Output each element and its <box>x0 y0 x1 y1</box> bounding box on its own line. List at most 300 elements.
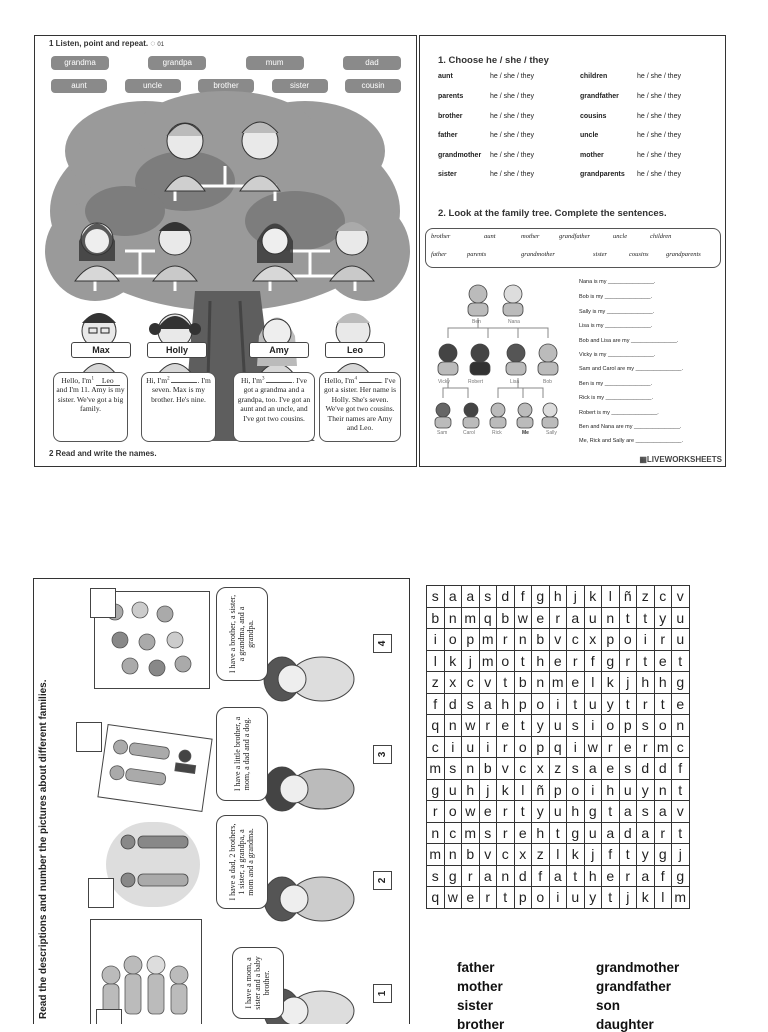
grid-letter-cell[interactable]: o <box>532 887 550 909</box>
grid-letter-cell[interactable]: y <box>532 801 550 823</box>
grid-letter-cell[interactable]: b <box>462 844 480 866</box>
grid-letter-cell[interactable]: i <box>549 693 567 715</box>
grid-letter-cell[interactable]: s <box>444 758 462 780</box>
grid-letter-cell[interactable]: u <box>567 887 585 909</box>
grid-letter-cell[interactable]: i <box>427 629 445 651</box>
grid-letter-cell[interactable]: h <box>549 586 567 608</box>
grid-letter-cell[interactable]: n <box>654 779 672 801</box>
grid-letter-cell[interactable]: t <box>497 887 515 909</box>
speech-bubble-1: I have a mom, a sister and a baby brother. <box>232 947 284 1019</box>
grid-letter-cell[interactable]: i <box>479 736 497 758</box>
grid-letter-cell[interactable]: j <box>619 887 637 909</box>
grid-letter-cell[interactable]: e <box>567 672 585 694</box>
grid-letter-cell[interactable]: k <box>637 887 655 909</box>
grid-letter-cell[interactable]: j <box>479 779 497 801</box>
answer-box[interactable] <box>90 588 116 618</box>
grid-letter-cell[interactable]: t <box>654 693 672 715</box>
word-bank-item: parents <box>467 251 487 258</box>
grid-letter-cell[interactable]: r <box>549 607 567 629</box>
grid-letter-cell[interactable]: y <box>654 607 672 629</box>
grid-letter-cell[interactable]: n <box>672 715 690 737</box>
grid-letter-cell[interactable]: w <box>584 736 602 758</box>
grid-letter-cell[interactable]: f <box>584 650 602 672</box>
grid-letter-cell[interactable]: a <box>619 801 637 823</box>
grid-letter-cell[interactable]: n <box>514 629 532 651</box>
grid-letter-cell[interactable]: a <box>654 801 672 823</box>
grid-letter-cell[interactable]: e <box>672 693 690 715</box>
word-chip[interactable]: grandma <box>51 56 109 70</box>
grid-letter-cell[interactable]: y <box>602 693 620 715</box>
grid-letter-cell[interactable]: l <box>427 650 445 672</box>
grid-letter-cell[interactable]: v <box>672 586 690 608</box>
choice-option[interactable]: he / she / they <box>490 113 534 120</box>
exercise-2-heading: 2. Look at the family tree. Complete the sentences. <box>438 208 667 219</box>
grid-letter-cell[interactable]: f <box>602 844 620 866</box>
blank-field[interactable]: _______________. <box>635 366 683 372</box>
grid-letter-cell[interactable]: e <box>497 715 515 737</box>
grid-letter-cell[interactable]: o <box>602 715 620 737</box>
grid-letter-cell[interactable]: e <box>532 607 550 629</box>
blank-field[interactable]: _______________. <box>611 410 659 416</box>
picture-number-4: 4 <box>373 634 392 653</box>
grid-letter-cell[interactable]: d <box>619 822 637 844</box>
grid-letter-cell[interactable]: r <box>497 822 515 844</box>
grid-letter-cell[interactable]: r <box>619 650 637 672</box>
grid-letter-cell[interactable]: s <box>462 693 480 715</box>
grid-letter-cell[interactable]: j <box>672 844 690 866</box>
grid-letter-cell[interactable]: r <box>654 629 672 651</box>
grid-letter-cell[interactable]: v <box>497 758 515 780</box>
grid-letter-cell[interactable]: p <box>602 629 620 651</box>
grid-letter-cell[interactable]: m <box>479 650 497 672</box>
grid-letter-cell[interactable]: u <box>672 607 690 629</box>
grid-letter-cell[interactable]: f <box>672 758 690 780</box>
grid-letter-cell[interactable]: p <box>514 693 532 715</box>
grid-letter-cell[interactable]: x <box>444 672 462 694</box>
grid-letter-cell[interactable]: u <box>584 822 602 844</box>
grid-letter-cell[interactable]: r <box>497 629 515 651</box>
grid-letter-cell[interactable]: z <box>637 586 655 608</box>
grid-letter-cell[interactable]: l <box>584 672 602 694</box>
grid-letter-cell[interactable]: t <box>514 801 532 823</box>
grid-letter-cell[interactable]: e <box>602 758 620 780</box>
grid-letter-cell[interactable]: x <box>584 629 602 651</box>
blank-field[interactable]: _______________. <box>604 323 653 329</box>
grid-letter-cell[interactable]: a <box>637 865 655 887</box>
grid-letter-cell[interactable]: m <box>427 844 445 866</box>
grid-letter-cell[interactable]: n <box>444 715 462 737</box>
grid-letter-cell[interactable]: v <box>479 844 497 866</box>
grid-letter-cell[interactable]: z <box>532 844 550 866</box>
grid-letter-cell[interactable]: m <box>462 607 480 629</box>
grid-letter-cell[interactable]: a <box>584 758 602 780</box>
word-bank-item: children <box>650 233 672 240</box>
grid-letter-cell[interactable]: i <box>549 887 567 909</box>
word-bank-item: brother <box>431 233 451 240</box>
grid-letter-cell[interactable]: o <box>619 629 637 651</box>
blank-field[interactable]: _______________. <box>635 438 683 444</box>
grid-letter-cell[interactable]: g <box>427 779 445 801</box>
word-chip[interactable]: sister <box>272 79 328 93</box>
grid-letter-cell[interactable]: e <box>602 865 620 887</box>
grid-letter-cell[interactable]: u <box>549 715 567 737</box>
grid-letter-cell[interactable]: b <box>532 629 550 651</box>
grid-letter-cell[interactable]: c <box>672 736 690 758</box>
grid-letter-cell[interactable]: c <box>497 844 515 866</box>
grid-letter-cell[interactable]: s <box>637 801 655 823</box>
grid-letter-cell[interactable]: a <box>567 607 585 629</box>
grid-letter-cell[interactable]: m <box>654 736 672 758</box>
grid-letter-cell[interactable]: b <box>514 672 532 694</box>
answer-box[interactable] <box>96 1009 122 1024</box>
grid-letter-cell[interactable]: k <box>444 650 462 672</box>
grid-letter-cell[interactable]: t <box>672 822 690 844</box>
blank-field[interactable]: _______________. <box>607 352 656 358</box>
grid-letter-cell[interactable]: l <box>514 779 532 801</box>
grid-row <box>427 650 690 672</box>
grid-letter-cell[interactable]: s <box>479 586 497 608</box>
grid-letter-cell[interactable]: e <box>479 801 497 823</box>
grid-letter-cell[interactable]: y <box>637 779 655 801</box>
grid-letter-cell[interactable]: n <box>462 758 480 780</box>
grid-letter-cell[interactable]: i <box>584 715 602 737</box>
grid-letter-cell[interactable]: r <box>479 887 497 909</box>
speech-bubble-4: I have a brother, a sister, a grandma, and a grandpa. <box>216 587 268 681</box>
grid-letter-cell[interactable]: h <box>532 822 550 844</box>
grid-letter-cell[interactable]: u <box>619 779 637 801</box>
grid-letter-cell[interactable]: v <box>479 672 497 694</box>
grid-letter-cell[interactable]: a <box>637 822 655 844</box>
grid-letter-cell[interactable]: j <box>567 586 585 608</box>
grid-row <box>427 822 690 844</box>
choice-option[interactable]: he / she / they <box>490 152 534 159</box>
grid-letter-cell[interactable]: r <box>567 650 585 672</box>
grid-letter-cell[interactable]: f <box>532 865 550 887</box>
grid-letter-cell[interactable]: h <box>584 865 602 887</box>
grid-letter-cell[interactable]: ñ <box>532 779 550 801</box>
grid-letter-cell[interactable]: s <box>427 865 445 887</box>
grid-letter-cell[interactable]: s <box>619 758 637 780</box>
answer-field[interactable] <box>359 382 381 383</box>
grid-letter-cell[interactable]: g <box>672 865 690 887</box>
choice-option[interactable]: he / she / they <box>490 73 534 80</box>
grid-letter-cell[interactable]: a <box>444 586 462 608</box>
grid-row <box>427 607 690 629</box>
grid-letter-cell[interactable]: g <box>532 586 550 608</box>
grid-letter-cell[interactable]: e <box>654 650 672 672</box>
grid-letter-cell[interactable]: t <box>567 693 585 715</box>
grid-letter-cell[interactable]: z <box>549 758 567 780</box>
grid-letter-cell[interactable]: d <box>637 758 655 780</box>
grid-letter-cell[interactable]: p <box>549 779 567 801</box>
blank-field[interactable]: _______________. <box>630 338 679 344</box>
grid-letter-cell[interactable]: g <box>567 822 585 844</box>
grid-letter-cell[interactable]: q <box>427 887 445 909</box>
grid-letter-cell[interactable]: h <box>637 672 655 694</box>
grid-letter-cell[interactable]: y <box>584 887 602 909</box>
word-chip[interactable]: grandpa <box>148 56 206 70</box>
choice-option[interactable]: he / she / they <box>637 152 681 159</box>
grid-letter-cell[interactable]: h <box>462 779 480 801</box>
grid-letter-cell[interactable]: s <box>567 715 585 737</box>
grid-letter-cell[interactable]: t <box>619 607 637 629</box>
grid-letter-cell[interactable]: t <box>602 801 620 823</box>
choice-option[interactable]: he / she / they <box>637 73 681 80</box>
grid-letter-cell[interactable]: o <box>514 736 532 758</box>
word-search-grid <box>426 585 690 909</box>
grid-letter-cell[interactable]: g <box>654 844 672 866</box>
grid-letter-cell[interactable]: k <box>567 844 585 866</box>
choice-option[interactable]: he / she / they <box>490 171 534 178</box>
grid-letter-cell[interactable]: t <box>497 672 515 694</box>
grid-letter-cell[interactable]: y <box>637 844 655 866</box>
answer-box[interactable] <box>88 878 114 908</box>
grid-letter-cell[interactable]: o <box>567 779 585 801</box>
grid-letter-cell[interactable]: k <box>584 586 602 608</box>
grid-letter-cell[interactable]: u <box>584 607 602 629</box>
grid-letter-cell[interactable]: a <box>462 586 480 608</box>
word-bank-item: grandparents <box>666 251 701 258</box>
answer-field[interactable] <box>171 382 197 383</box>
grid-letter-cell[interactable]: s <box>427 586 445 608</box>
grid-letter-cell[interactable]: f <box>514 586 532 608</box>
grid-letter-cell[interactable]: g <box>672 672 690 694</box>
grid-letter-cell[interactable]: w <box>514 607 532 629</box>
grid-letter-cell[interactable]: h <box>654 672 672 694</box>
grid-letter-cell[interactable]: f <box>654 865 672 887</box>
choice-option[interactable]: he / she / they <box>490 93 534 100</box>
grid-letter-cell[interactable]: v <box>672 801 690 823</box>
grid-letter-cell[interactable]: h <box>602 779 620 801</box>
grid-letter-cell[interactable]: d <box>444 693 462 715</box>
grid-letter-cell[interactable]: c <box>462 672 480 694</box>
grid-letter-cell[interactable]: u <box>584 693 602 715</box>
choice-option[interactable]: he / she / they <box>637 113 681 120</box>
grid-letter-cell[interactable]: u <box>444 779 462 801</box>
grid-letter-cell[interactable]: n <box>444 844 462 866</box>
grid-letter-cell[interactable]: w <box>462 715 480 737</box>
grid-letter-cell[interactable]: q <box>427 715 445 737</box>
grid-letter-cell[interactable]: v <box>549 629 567 651</box>
descriptions-panel <box>33 578 410 1024</box>
exercise-1-title: 1 Listen, point and repeat. ◌ 01 <box>49 39 165 48</box>
name-tag-max: Max <box>71 342 131 358</box>
grid-letter-cell[interactable]: i <box>637 629 655 651</box>
grid-letter-cell[interactable]: w <box>444 887 462 909</box>
liveworksheets-logo-icon: ▦ <box>639 455 647 464</box>
grid-letter-cell[interactable]: e <box>619 736 637 758</box>
grid-letter-cell[interactable]: u <box>672 629 690 651</box>
grid-letter-cell[interactable]: f <box>427 693 445 715</box>
grid-letter-cell[interactable]: c <box>567 629 585 651</box>
grid-letter-cell[interactable]: s <box>567 758 585 780</box>
choice-option[interactable]: he / she / they <box>637 132 681 139</box>
grid-letter-cell[interactable]: t <box>672 779 690 801</box>
grid-letter-cell[interactable]: t <box>549 822 567 844</box>
word-chip[interactable]: uncle <box>125 79 181 93</box>
grid-row <box>427 779 690 801</box>
grid-letter-cell[interactable]: i <box>444 736 462 758</box>
grid-letter-cell[interactable]: t <box>602 887 620 909</box>
grid-letter-cell[interactable]: i <box>567 736 585 758</box>
grid-letter-cell[interactable]: s <box>637 715 655 737</box>
grid-letter-cell[interactable]: r <box>602 736 620 758</box>
grid-letter-cell[interactable]: a <box>549 865 567 887</box>
blank-field[interactable]: _______________. <box>604 381 653 387</box>
grid-letter-cell[interactable]: e <box>462 887 480 909</box>
grid-letter-cell[interactable]: t <box>514 650 532 672</box>
grid-letter-cell[interactable]: l <box>602 586 620 608</box>
answer-box[interactable] <box>76 722 102 752</box>
grid-letter-cell[interactable]: r <box>637 736 655 758</box>
grid-letter-cell[interactable]: h <box>567 801 585 823</box>
grid-letter-cell[interactable]: t <box>637 607 655 629</box>
grid-letter-cell[interactable]: b <box>497 607 515 629</box>
grid-letter-cell[interactable]: m <box>462 822 480 844</box>
grid-letter-cell[interactable]: p <box>514 887 532 909</box>
grid-letter-cell[interactable]: d <box>514 865 532 887</box>
grid-letter-cell[interactable]: o <box>444 629 462 651</box>
grid-letter-cell[interactable]: x <box>532 758 550 780</box>
grid-letter-cell[interactable]: c <box>514 758 532 780</box>
word-bank-box <box>425 228 721 268</box>
grid-letter-cell[interactable]: r <box>654 822 672 844</box>
blank-field[interactable]: _______________. <box>606 309 655 315</box>
grid-letter-cell[interactable]: u <box>462 736 480 758</box>
grid-row <box>427 715 690 737</box>
word-bank-item: aunt <box>484 233 496 240</box>
grid-letter-cell[interactable]: t <box>567 865 585 887</box>
grid-letter-cell[interactable]: m <box>549 672 567 694</box>
grid-letter-cell[interactable]: q <box>549 736 567 758</box>
grid-letter-cell[interactable]: j <box>462 650 480 672</box>
grid-letter-cell[interactable]: t <box>672 650 690 672</box>
grid-letter-cell[interactable]: p <box>532 736 550 758</box>
word-list-item: son <box>596 998 621 1013</box>
grid-letter-cell[interactable]: y <box>532 715 550 737</box>
blank-field[interactable]: _______________. <box>608 279 656 285</box>
grid-letter-cell[interactable]: d <box>654 758 672 780</box>
grid-letter-cell[interactable]: r <box>462 865 480 887</box>
grid-letter-cell[interactable]: x <box>514 844 532 866</box>
grid-letter-cell[interactable]: o <box>654 715 672 737</box>
grid-letter-cell[interactable]: o <box>497 650 515 672</box>
speech-bubble-2: Hi, $I'm^2$ . I'm seven. Max is my brother. He's nine. <box>141 372 216 442</box>
grid-letter-cell[interactable]: a <box>479 693 497 715</box>
grid-letter-cell[interactable]: b <box>479 758 497 780</box>
grid-letter-cell[interactable]: t <box>637 650 655 672</box>
grid-letter-cell[interactable]: m <box>479 629 497 651</box>
answer-field[interactable]: Leo <box>96 376 120 386</box>
family-photo-2 <box>97 724 212 812</box>
grid-letter-cell[interactable]: g <box>444 865 462 887</box>
grid-letter-cell[interactable]: d <box>497 586 515 608</box>
grid-letter-cell[interactable]: l <box>549 844 567 866</box>
grid-letter-cell[interactable]: z <box>427 672 445 694</box>
grid-letter-cell[interactable]: t <box>619 844 637 866</box>
blank-field[interactable]: _______________. <box>634 424 682 430</box>
grid-letter-cell[interactable]: ñ <box>619 586 637 608</box>
grid-letter-cell[interactable]: u <box>549 801 567 823</box>
picture-number-3: 3 <box>373 745 392 764</box>
grid-letter-cell[interactable]: c <box>654 586 672 608</box>
grid-letter-cell[interactable]: k <box>602 672 620 694</box>
grid-letter-cell[interactable]: e <box>514 822 532 844</box>
grid-letter-cell[interactable]: a <box>602 822 620 844</box>
grid-letter-cell[interactable]: q <box>479 607 497 629</box>
grid-letter-cell[interactable]: j <box>619 672 637 694</box>
grid-letter-cell[interactable]: n <box>427 822 445 844</box>
grid-letter-cell[interactable]: m <box>672 887 690 909</box>
grid-letter-cell[interactable]: s <box>479 822 497 844</box>
word-bank-item: grandmother <box>521 251 555 258</box>
grid-letter-cell[interactable]: r <box>497 801 515 823</box>
word-chip[interactable]: mum <box>246 56 304 70</box>
grid-letter-cell[interactable]: h <box>532 650 550 672</box>
grid-letter-cell[interactable]: j <box>584 844 602 866</box>
blank-field[interactable]: _______________. <box>605 395 654 401</box>
word-bank-item: grandfather <box>559 233 591 240</box>
grid-letter-cell[interactable]: n <box>497 865 515 887</box>
grid-letter-cell[interactable]: o <box>444 801 462 823</box>
word-list-item: grandmother <box>596 960 680 975</box>
audio-icon[interactable]: ◌ <box>150 39 156 48</box>
grid-letter-cell[interactable]: n <box>532 672 550 694</box>
grid-letter-cell[interactable]: i <box>584 779 602 801</box>
grid-letter-cell[interactable]: t <box>514 715 532 737</box>
grid-row <box>427 629 690 651</box>
grid-letter-cell[interactable]: k <box>497 779 515 801</box>
grid-letter-cell[interactable]: b <box>427 607 445 629</box>
grid-letter-cell[interactable]: c <box>444 822 462 844</box>
exercise-2-title: 2 Read and write the names. <box>49 449 157 458</box>
grid-letter-cell[interactable]: e <box>549 650 567 672</box>
grid-letter-cell[interactable]: p <box>462 629 480 651</box>
grid-letter-cell[interactable]: a <box>479 865 497 887</box>
grid-letter-cell[interactable]: r <box>619 865 637 887</box>
grid-letter-cell[interactable]: t <box>619 693 637 715</box>
grid-letter-cell[interactable]: r <box>427 801 445 823</box>
grid-letter-cell[interactable]: p <box>619 715 637 737</box>
word-chips-row-1 <box>51 56 401 70</box>
grid-letter-cell[interactable]: r <box>497 736 515 758</box>
grid-letter-cell[interactable]: n <box>602 607 620 629</box>
grid-letter-cell[interactable]: g <box>584 801 602 823</box>
grid-letter-cell[interactable]: c <box>427 736 445 758</box>
grid-letter-cell[interactable]: n <box>444 607 462 629</box>
grid-letter-cell[interactable]: m <box>427 758 445 780</box>
grid-letter-cell[interactable]: r <box>479 715 497 737</box>
word-chip[interactable]: brother <box>198 79 254 93</box>
grid-letter-cell[interactable]: g <box>602 650 620 672</box>
choice-option[interactable]: he / she / they <box>637 93 681 100</box>
word-chip[interactable]: aunt <box>51 79 107 93</box>
answer-field[interactable] <box>266 382 292 383</box>
grid-letter-cell[interactable]: w <box>462 801 480 823</box>
choice-option[interactable]: he / she / they <box>490 132 534 139</box>
blank-field[interactable]: _______________. <box>604 294 653 300</box>
grid-letter-cell[interactable]: h <box>497 693 515 715</box>
choice-option[interactable]: he / she / they <box>637 171 681 178</box>
word-list-item: brother <box>457 1017 505 1032</box>
word-chip[interactable]: cousin <box>345 79 401 93</box>
word-chip[interactable]: dad <box>343 56 401 70</box>
grid-letter-cell[interactable]: o <box>532 693 550 715</box>
grid-letter-cell[interactable]: l <box>654 887 672 909</box>
speech-bubble-3: I have a little brother, a mom, a dad and a dog. <box>216 707 268 801</box>
grid-row <box>427 586 690 608</box>
grid-letter-cell[interactable]: r <box>637 693 655 715</box>
